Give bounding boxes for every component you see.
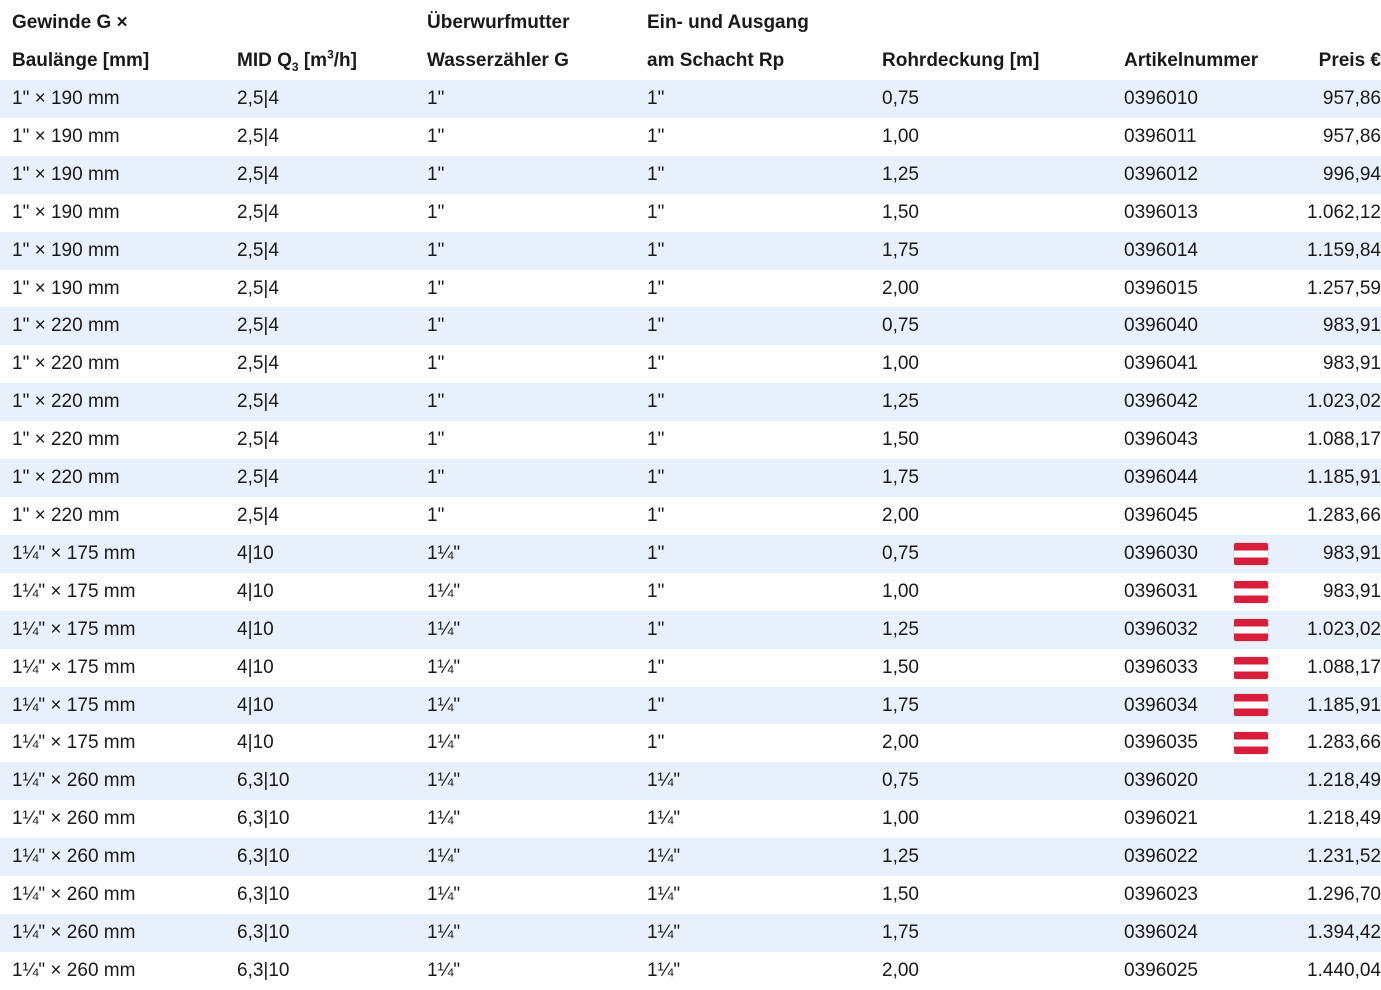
- table-row: [0, 497, 1381, 535]
- header-ueberwurfmutter: [427, 4, 647, 80]
- cell-gewinde: 1" × 220 mm: [0, 421, 237, 459]
- cell-preis: 1.394,42: [1284, 914, 1381, 952]
- cell-mid: 4|10: [237, 573, 427, 611]
- cell-preis: 983,91: [1284, 345, 1381, 383]
- cell-mid: 2,5|4: [237, 194, 427, 232]
- cell-ein-ausgang: 1": [647, 270, 882, 308]
- cell-mid: 6,3|10: [237, 838, 427, 876]
- cell-flag: [1234, 497, 1284, 535]
- cell-rohrdeckung: 0,75: [882, 535, 1124, 573]
- header-ueberwurfmutter-line1: Überwurfmutter: [427, 12, 570, 33]
- cell-flag: [1234, 232, 1284, 270]
- cell-flag: [1234, 762, 1284, 800]
- table-row: [0, 914, 1381, 952]
- cell-artikelnummer: 0396020: [1124, 762, 1234, 800]
- cell-gewinde: 1¼" × 260 mm: [0, 838, 237, 876]
- cell-artikelnummer: 0396015: [1124, 270, 1234, 308]
- cell-gewinde: 1¼" × 260 mm: [0, 876, 237, 914]
- cell-ueberwurfmutter: 1¼": [427, 724, 647, 762]
- cell-ein-ausgang: 1": [647, 307, 882, 345]
- cell-artikelnummer: 0396023: [1124, 876, 1234, 914]
- cell-mid: 4|10: [237, 724, 427, 762]
- cell-gewinde: 1" × 190 mm: [0, 232, 237, 270]
- cell-flag: [1234, 952, 1284, 990]
- table-row: [0, 118, 1381, 156]
- header-artikelnummer: [1124, 4, 1259, 80]
- austria-flag-icon: [1234, 732, 1268, 754]
- cell-rohrdeckung: 0,75: [882, 80, 1124, 118]
- cell-preis: 1.159,84: [1284, 232, 1381, 270]
- cell-artikelnummer: 0396040: [1124, 307, 1234, 345]
- cell-preis: 983,91: [1284, 307, 1381, 345]
- cell-flag: [1234, 307, 1284, 345]
- cell-gewinde: 1¼" × 175 mm: [0, 649, 237, 687]
- table-row: [0, 876, 1381, 914]
- cell-rohrdeckung: 1,00: [882, 118, 1124, 156]
- cell-ein-ausgang: 1": [647, 118, 882, 156]
- cell-flag: [1234, 838, 1284, 876]
- table-row: [0, 611, 1381, 649]
- austria-flag-icon: [1234, 657, 1268, 679]
- cell-artikelnummer: 0396012: [1124, 156, 1234, 194]
- cell-artikelnummer: 0396013: [1124, 194, 1234, 232]
- cell-mid: 2,5|4: [237, 497, 427, 535]
- cell-preis: 1.088,17: [1284, 649, 1381, 687]
- table-row: [0, 156, 1381, 194]
- header-ein-ausgang: [647, 4, 882, 80]
- cell-ein-ausgang: 1": [647, 687, 882, 725]
- cell-gewinde: 1¼" × 260 mm: [0, 800, 237, 838]
- cell-gewinde: 1" × 220 mm: [0, 459, 237, 497]
- cell-ueberwurfmutter: 1¼": [427, 611, 647, 649]
- cell-ueberwurfmutter: 1¼": [427, 876, 647, 914]
- cell-gewinde: 1" × 220 mm: [0, 383, 237, 421]
- cell-preis: 957,86: [1284, 118, 1381, 156]
- cell-mid: 6,3|10: [237, 762, 427, 800]
- cell-flag: [1234, 156, 1284, 194]
- cell-preis: 1.218,49: [1284, 800, 1381, 838]
- cell-gewinde: 1¼" × 175 mm: [0, 535, 237, 573]
- cell-flag: [1234, 194, 1284, 232]
- header-gewinde-line1: Gewinde G ×: [12, 12, 128, 33]
- table-row: [0, 80, 1381, 118]
- header-mid-label: MID $Q_3$ $[m^3/h]$: [237, 47, 357, 74]
- cell-rohrdeckung: 0,75: [882, 762, 1124, 800]
- cell-artikelnummer: 0396045: [1124, 497, 1234, 535]
- cell-rohrdeckung: 2,00: [882, 497, 1124, 535]
- cell-artikelnummer: 0396033: [1124, 649, 1234, 687]
- cell-flag: [1234, 649, 1284, 687]
- cell-ein-ausgang: 1": [647, 535, 882, 573]
- header-ein-ausgang-line1: Ein- und Ausgang: [647, 12, 809, 33]
- cell-preis: 996,94: [1284, 156, 1381, 194]
- cell-flag: [1234, 270, 1284, 308]
- cell-mid: 6,3|10: [237, 952, 427, 990]
- cell-rohrdeckung: 1,50: [882, 876, 1124, 914]
- table-row: [0, 232, 1381, 270]
- cell-mid: 2,5|4: [237, 118, 427, 156]
- cell-ueberwurfmutter: 1": [427, 270, 647, 308]
- cell-mid: 4|10: [237, 687, 427, 725]
- cell-ein-ausgang: 1": [647, 573, 882, 611]
- cell-flag: [1234, 345, 1284, 383]
- cell-preis: 1.283,66: [1284, 497, 1381, 535]
- cell-mid: 6,3|10: [237, 876, 427, 914]
- cell-ueberwurfmutter: 1¼": [427, 687, 647, 725]
- cell-ein-ausgang: 1": [647, 80, 882, 118]
- cell-ueberwurfmutter: 1": [427, 345, 647, 383]
- header-row: [0, 4, 1381, 80]
- cell-ein-ausgang: 1": [647, 724, 882, 762]
- cell-artikelnummer: 0396011: [1124, 118, 1234, 156]
- cell-ein-ausgang: 1¼": [647, 952, 882, 990]
- table-row: [0, 649, 1381, 687]
- cell-flag: [1234, 421, 1284, 459]
- cell-gewinde: 1¼" × 260 mm: [0, 914, 237, 952]
- cell-rohrdeckung: 1,00: [882, 573, 1124, 611]
- cell-ueberwurfmutter: 1": [427, 383, 647, 421]
- cell-ein-ausgang: 1": [647, 421, 882, 459]
- austria-flag-icon: [1234, 694, 1268, 716]
- table-row: [0, 307, 1381, 345]
- cell-mid: 2,5|4: [237, 383, 427, 421]
- table-row: [0, 952, 1381, 990]
- cell-preis: 1.296,70: [1284, 876, 1381, 914]
- cell-flag: [1234, 459, 1284, 497]
- table-row: [0, 800, 1381, 838]
- cell-rohrdeckung: 1,25: [882, 611, 1124, 649]
- cell-artikelnummer: 0396034: [1124, 687, 1234, 725]
- cell-ein-ausgang: 1": [647, 194, 882, 232]
- cell-ueberwurfmutter: 1": [427, 497, 647, 535]
- cell-rohrdeckung: 2,00: [882, 952, 1124, 990]
- cell-artikelnummer: 0396024: [1124, 914, 1234, 952]
- cell-rohrdeckung: 1,75: [882, 914, 1124, 952]
- cell-ueberwurfmutter: 1": [427, 118, 647, 156]
- cell-mid: 4|10: [237, 611, 427, 649]
- cell-gewinde: 1¼" × 175 mm: [0, 687, 237, 725]
- cell-flag: [1234, 118, 1284, 156]
- table-row: [0, 724, 1381, 762]
- cell-flag: [1234, 573, 1284, 611]
- table-body: [0, 80, 1381, 990]
- cell-ueberwurfmutter: 1¼": [427, 838, 647, 876]
- cell-preis: 1.218,49: [1284, 762, 1381, 800]
- cell-preis: 1.023,02: [1284, 611, 1381, 649]
- cell-preis: 983,91: [1284, 573, 1381, 611]
- table-row: [0, 762, 1381, 800]
- header-rohrdeckung-label: Rohrdeckung [m]: [882, 50, 1040, 71]
- header-ueberwurfmutter-line2: Wasserzähler G: [427, 50, 569, 71]
- cell-ein-ausgang: 1": [647, 497, 882, 535]
- cell-gewinde: 1¼" × 260 mm: [0, 762, 237, 800]
- cell-ueberwurfmutter: 1¼": [427, 649, 647, 687]
- cell-gewinde: 1" × 190 mm: [0, 118, 237, 156]
- austria-flag-icon: [1234, 581, 1268, 603]
- cell-ueberwurfmutter: 1": [427, 459, 647, 497]
- cell-mid: 2,5|4: [237, 270, 427, 308]
- cell-mid: 2,5|4: [237, 307, 427, 345]
- cell-flag: [1234, 800, 1284, 838]
- cell-rohrdeckung: 1,75: [882, 459, 1124, 497]
- cell-rohrdeckung: 0,75: [882, 307, 1124, 345]
- cell-ueberwurfmutter: 1": [427, 194, 647, 232]
- cell-mid: 2,5|4: [237, 459, 427, 497]
- table-row: [0, 421, 1381, 459]
- header-gewinde: [0, 4, 237, 80]
- cell-ein-ausgang: 1": [647, 345, 882, 383]
- cell-gewinde: 1" × 190 mm: [0, 270, 237, 308]
- cell-flag: [1234, 383, 1284, 421]
- cell-ueberwurfmutter: 1¼": [427, 573, 647, 611]
- cell-artikelnummer: 0396014: [1124, 232, 1234, 270]
- cell-gewinde: 1¼" × 175 mm: [0, 724, 237, 762]
- cell-rohrdeckung: 2,00: [882, 724, 1124, 762]
- cell-ueberwurfmutter: 1¼": [427, 535, 647, 573]
- cell-gewinde: 1" × 220 mm: [0, 307, 237, 345]
- cell-rohrdeckung: 1,00: [882, 800, 1124, 838]
- austria-flag-icon: [1234, 619, 1268, 641]
- cell-artikelnummer: 0396031: [1124, 573, 1234, 611]
- cell-rohrdeckung: 1,50: [882, 194, 1124, 232]
- cell-mid: 4|10: [237, 649, 427, 687]
- cell-ueberwurfmutter: 1": [427, 80, 647, 118]
- cell-preis: 1.440,04: [1284, 952, 1381, 990]
- cell-flag: [1234, 724, 1284, 762]
- cell-preis: 1.185,91: [1284, 459, 1381, 497]
- cell-preis: 1.283,66: [1284, 724, 1381, 762]
- cell-ueberwurfmutter: 1": [427, 421, 647, 459]
- cell-ueberwurfmutter: 1¼": [427, 800, 647, 838]
- cell-rohrdeckung: 2,00: [882, 270, 1124, 308]
- table-row: [0, 535, 1381, 573]
- cell-preis: 1.088,17: [1284, 421, 1381, 459]
- cell-ein-ausgang: 1": [647, 649, 882, 687]
- cell-gewinde: 1¼" × 175 mm: [0, 573, 237, 611]
- cell-mid: 2,5|4: [237, 345, 427, 383]
- cell-ein-ausgang: 1": [647, 232, 882, 270]
- cell-ueberwurfmutter: 1¼": [427, 762, 647, 800]
- cell-artikelnummer: 0396010: [1124, 80, 1234, 118]
- cell-ein-ausgang: 1¼": [647, 762, 882, 800]
- cell-artikelnummer: 0396035: [1124, 724, 1234, 762]
- cell-rohrdeckung: 1,25: [882, 383, 1124, 421]
- cell-rohrdeckung: 1,50: [882, 421, 1124, 459]
- cell-ein-ausgang: 1¼": [647, 876, 882, 914]
- table-row: [0, 838, 1381, 876]
- header-rohrdeckung: [882, 4, 1124, 80]
- cell-ueberwurfmutter: 1¼": [427, 914, 647, 952]
- table-row: [0, 345, 1381, 383]
- cell-artikelnummer: 0396042: [1124, 383, 1234, 421]
- cell-flag: [1234, 914, 1284, 952]
- cell-ein-ausgang: 1¼": [647, 838, 882, 876]
- cell-rohrdeckung: 1,50: [882, 649, 1124, 687]
- cell-mid: 6,3|10: [237, 914, 427, 952]
- header-artikelnummer-label: Artikelnummer: [1124, 50, 1259, 71]
- header-gewinde-line2: Baulänge [mm]: [12, 50, 150, 71]
- cell-rohrdeckung: 1,75: [882, 232, 1124, 270]
- header-preis: [1284, 4, 1381, 80]
- cell-gewinde: 1" × 190 mm: [0, 156, 237, 194]
- price-table: [0, 4, 1381, 990]
- cell-gewinde: 1" × 190 mm: [0, 80, 237, 118]
- cell-preis: 1.231,52: [1284, 838, 1381, 876]
- cell-gewinde: 1" × 220 mm: [0, 345, 237, 383]
- table-row: [0, 573, 1381, 611]
- cell-preis: 1.185,91: [1284, 687, 1381, 725]
- cell-preis: 1.062,12: [1284, 194, 1381, 232]
- cell-ein-ausgang: 1": [647, 383, 882, 421]
- cell-ein-ausgang: 1¼": [647, 914, 882, 952]
- cell-artikelnummer: 0396044: [1124, 459, 1234, 497]
- cell-ein-ausgang: 1": [647, 459, 882, 497]
- table-row: [0, 687, 1381, 725]
- cell-ueberwurfmutter: 1": [427, 156, 647, 194]
- cell-flag: [1234, 876, 1284, 914]
- cell-rohrdeckung: 1,25: [882, 838, 1124, 876]
- cell-ueberwurfmutter: 1": [427, 232, 647, 270]
- table-row: [0, 383, 1381, 421]
- cell-preis: 1.023,02: [1284, 383, 1381, 421]
- cell-artikelnummer: 0396030: [1124, 535, 1234, 573]
- cell-mid: 2,5|4: [237, 421, 427, 459]
- cell-flag: [1234, 611, 1284, 649]
- cell-artikelnummer: 0396022: [1124, 838, 1234, 876]
- cell-artikelnummer: 0396041: [1124, 345, 1234, 383]
- austria-flag-icon: [1234, 543, 1268, 565]
- cell-gewinde: 1¼" × 175 mm: [0, 611, 237, 649]
- cell-ein-ausgang: 1¼": [647, 800, 882, 838]
- header-ein-ausgang-line2: am Schacht Rp: [647, 50, 785, 71]
- cell-mid: 2,5|4: [237, 80, 427, 118]
- cell-rohrdeckung: 1,25: [882, 156, 1124, 194]
- cell-mid: 2,5|4: [237, 156, 427, 194]
- cell-artikelnummer: 0396043: [1124, 421, 1234, 459]
- cell-gewinde: 1¼" × 260 mm: [0, 952, 237, 990]
- header-preis-label: Preis €: [1318, 50, 1381, 71]
- cell-flag: [1234, 535, 1284, 573]
- cell-preis: 957,86: [1284, 80, 1381, 118]
- cell-preis: 1.257,59: [1284, 270, 1381, 308]
- cell-rohrdeckung: 1,75: [882, 687, 1124, 725]
- cell-artikelnummer: 0396025: [1124, 952, 1234, 990]
- cell-artikelnummer: 0396021: [1124, 800, 1234, 838]
- cell-ein-ausgang: 1": [647, 156, 882, 194]
- cell-mid: 4|10: [237, 535, 427, 573]
- header-mid: [237, 4, 427, 80]
- cell-gewinde: 1" × 190 mm: [0, 194, 237, 232]
- cell-mid: 2,5|4: [237, 232, 427, 270]
- table-header: [0, 4, 1381, 80]
- cell-preis: 983,91: [1284, 535, 1381, 573]
- cell-ein-ausgang: 1": [647, 611, 882, 649]
- cell-rohrdeckung: 1,00: [882, 345, 1124, 383]
- table-row: [0, 194, 1381, 232]
- cell-artikelnummer: 0396032: [1124, 611, 1234, 649]
- cell-flag: [1234, 80, 1284, 118]
- table-row: [0, 459, 1381, 497]
- table-row: [0, 270, 1381, 308]
- cell-ueberwurfmutter: 1": [427, 307, 647, 345]
- cell-ueberwurfmutter: 1¼": [427, 952, 647, 990]
- cell-mid: 6,3|10: [237, 800, 427, 838]
- cell-flag: [1234, 687, 1284, 725]
- cell-gewinde: 1" × 220 mm: [0, 497, 237, 535]
